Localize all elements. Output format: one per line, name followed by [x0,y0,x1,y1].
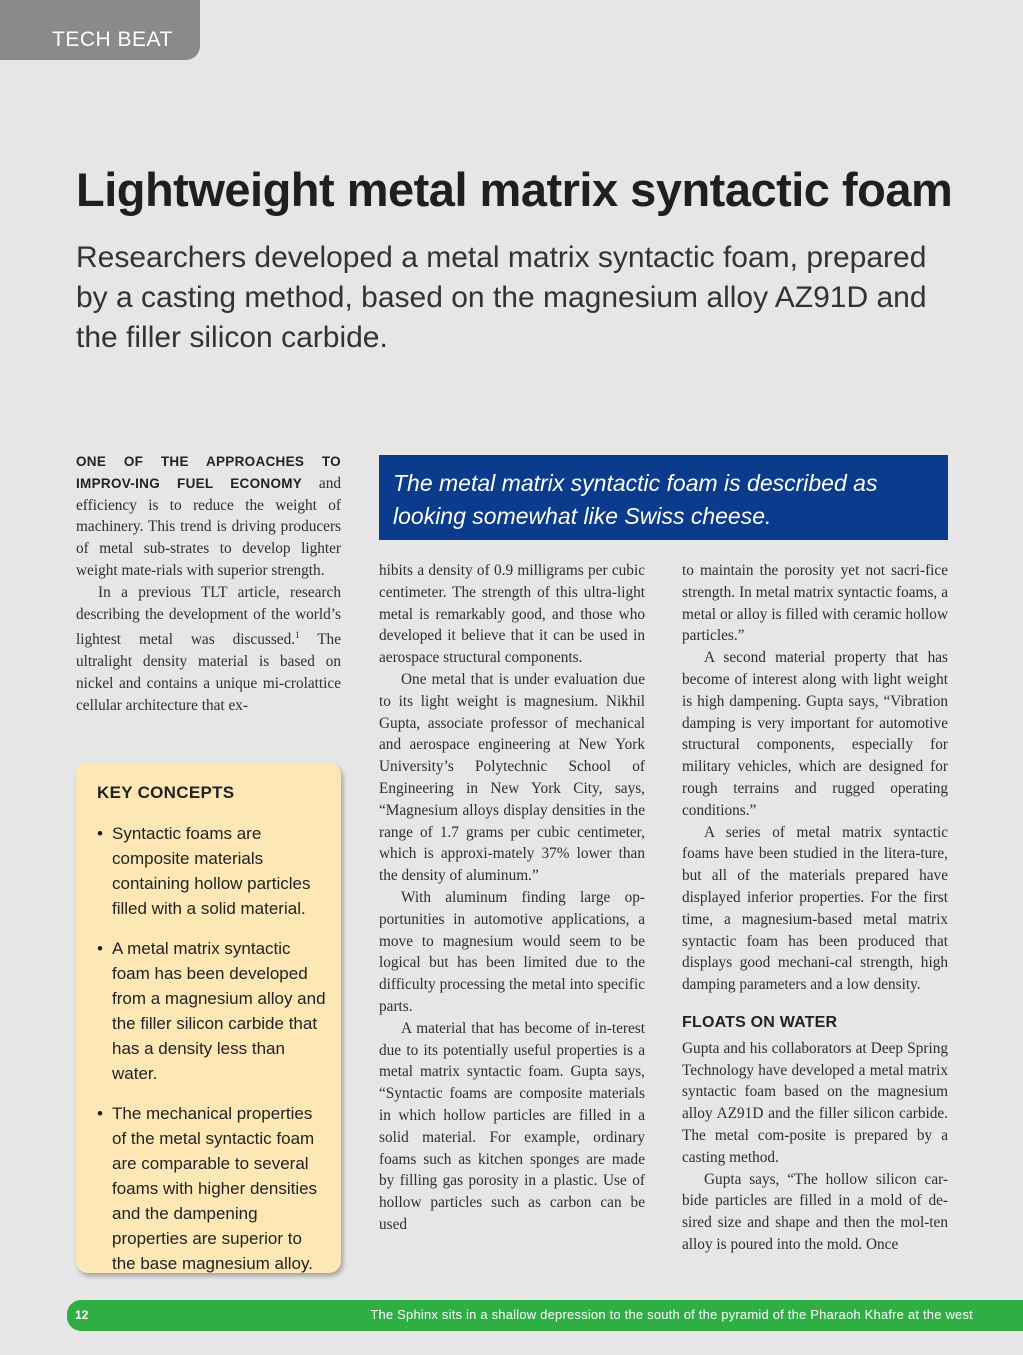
section-heading: FLOATS ON WATER [682,1013,838,1031]
bullet-icon: • [97,824,103,843]
section-tab [0,0,200,60]
pull-quote [379,455,948,540]
key-concept-text: The mechanical properties of the metal syntactic foam are comparable to several foams with higher densities and the dampening properties are superior to the base magnesium alloy. [112,1104,318,1273]
text-column-2 [379,560,645,1236]
text-column-3 [682,560,948,1256]
article-title: Lightweight metal matrix syntactic foam [76,163,953,216]
paragraph [76,582,341,717]
paragraph-text: The ultralight density material is based on nickel and contains a unique mi-crolattice cellular architecture that ex- [76,631,341,714]
paragraph-text: In a previous TLT article, research describing the development of the world’s lightest metal was discussed. [76,583,341,649]
paragraph: Gupta says, “The hollow silicon car-bide particles are filled in a mold of de-sired size and shape and then the mol-ten alloy is poured into the mold. Once [682,1170,948,1253]
key-concept-text: Syntactic foams are composite materials containing hollow particles filled with a solid material. [112,824,311,918]
list-item [97,936,327,1086]
key-concepts-list [97,821,327,1276]
paragraph: hibits a density of 0.9 milligrams per cubic centimeter. The strength of this ultra-light metal is remarkably good, and those who developed it believe that it can be used in aerospace structural components. [379,562,645,667]
footer-bar [67,1300,1023,1331]
key-concepts-box [76,763,341,1273]
footnote-marker: 1 [295,630,300,641]
pull-quote-text: The metal matrix syntactic foam is described as looking somewhat like Swiss cheese. [393,470,878,529]
paragraph: One metal that is under evaluation due to its light weight is magnesium. Nikhil Gupta, associate professor of mechanical and aerospace engineering at New York University’s Polytechnic School of Engineering in New York City, says, “Magnesium alloys display densities in the range of 1.7 grams per cubic centimeter, which is approxi-mately 37% lower than the density of aluminum.” [379,670,645,885]
article-subtitle: Researchers developed a metal matrix syntactic foam, prepared by a casting method, based on the magnesium alloy AZ91D and the filler silicon carbide. [76,241,927,354]
page-number: 12 [75,1308,89,1322]
paragraph: Gupta and his collaborators at Deep Spring Technology have developed a metal matrix syntactic foam based on the magnesium alloy AZ91D and the filler silicon carbide. The metal com-posite is prepared by a casting method. [682,1039,948,1166]
footer-text: The Sphinx sits in a shallow depression to the south of the pyramid of the Pharaoh Khafre at the west [370,1307,973,1322]
text-column-1 [76,451,341,717]
paragraph: A second material property that has become of interest along with light weight is high dampening. Gupta says, “Vibration damping is very important for automotive structural components, especially for military vehicles, which are designed for rough terrains and rugged operating conditions.” [682,649,948,819]
paragraph-text: and efficiency is to reduce the weight of machinery. This trend is driving producers of metal sub-strates to develop lighter weight mate-rials with superior strength. [76,474,341,579]
bullet-icon: • [97,1104,103,1123]
lead-in: ONE OF THE APPROACHES TO IMPROV-ING FUEL ECONOMY [76,454,341,491]
paragraph: A material that has become of in-terest due to its potentially useful properties is a metal matrix syntactic foam. Gupta says, “Syntactic foams are composite materials in which hollow particles are filled in a solid material. For example, ordinary foams such as kitchen sponges are made by filling gas porosity in a plastic. Use of hollow particles such as carbon can be used [379,1019,645,1233]
list-item [97,821,327,921]
key-concept-text: A metal matrix syntactic foam has been developed from a magnesium alloy and the filler silicon carbide that has a density less than water. [112,939,326,1083]
paragraph: to maintain the porosity yet not sacri-fice strength. In metal matrix syntactic foams, a metal or alloy is filled with ceramic hollow particles.” [682,562,948,645]
paragraph: A series of metal matrix syntactic foams have been studied in the litera-ture, but all of the materials prepared have displayed inferior properties. For the first time, a magnesium-based metal matrix syntactic foam has been produced that displays good mechani-cal strength, high damping parameters and a low density. [682,823,948,994]
paragraph: With aluminum finding large op-portunities in automotive applications, a move to magnesium would seem to be logical but has been limited due to the difficulty processing the metal into specific parts. [379,888,645,1015]
list-item [97,1101,327,1276]
key-concepts-heading: KEY CONCEPTS [97,783,235,802]
section-label: TECH BEAT [52,28,173,51]
paragraph [76,451,341,582]
bullet-icon: • [97,939,103,958]
